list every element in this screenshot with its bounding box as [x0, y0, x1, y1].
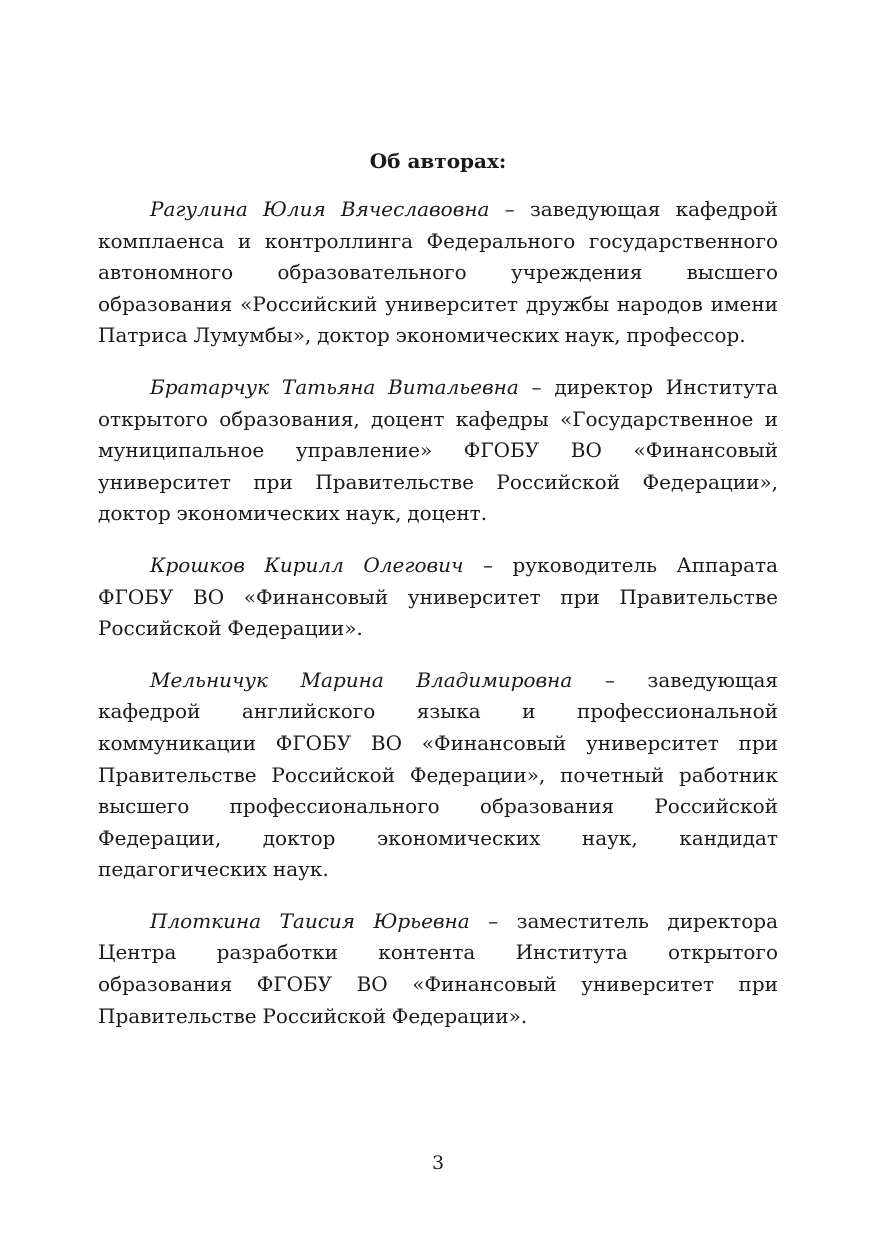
- author-name: Братарчук Татьяна Витальевна: [150, 374, 519, 399]
- page-number: 3: [431, 1152, 445, 1174]
- author-description: – заведующая кафедрой английского языка и профессиональной коммуникации ФГОБУ ВО «Финансовый университет при Правительстве Российской Федерации», почетный работник высшего профессионального образования Российской Федерации, доктор экономических наук, кандидат педагогических наук.: [98, 667, 778, 882]
- author-name: Мельничук Марина Владимировна: [150, 667, 573, 692]
- author-bio: [98, 194, 778, 352]
- document-page: [98, 148, 778, 1052]
- author-description: – заместитель директора Центра разработки контента Института открытого образования ФГОБУ ВО «Финансовый университет при Правительстве Российской Федерации».: [98, 908, 778, 1028]
- author-name: Рагулина Юлия Вячеславовна: [150, 197, 490, 221]
- author-bio: [98, 550, 778, 645]
- author-bio: [98, 906, 778, 1032]
- author-description: – заведующая кафедрой комплаенса и контроллинга Федерального государственного автономного образовательного учреждения высшего образования «Российский университет дружбы народов имени Патриса Лумумбы», доктор экономических наук, профессор.: [98, 197, 779, 348]
- author-bio: [98, 372, 778, 530]
- author-name: Крошков Кирилл Олегович: [150, 552, 464, 577]
- page-title: Об авторах:: [369, 149, 507, 173]
- author-description: – руководитель Аппарата ФГОБУ ВО «Финансовый университет при Правительстве Российской Федерации».: [98, 552, 778, 641]
- author-description: – директор Института открытого образования, доцент кафедры «Государственное и муниципальное управление» ФГОБУ ВО «Финансовый университет при Правительстве Российской Федерации», доктор экономических наук, доцент.: [98, 374, 778, 526]
- author-name: Плоткина Таисия Юрьевна: [150, 908, 470, 933]
- author-bio: [98, 665, 778, 886]
